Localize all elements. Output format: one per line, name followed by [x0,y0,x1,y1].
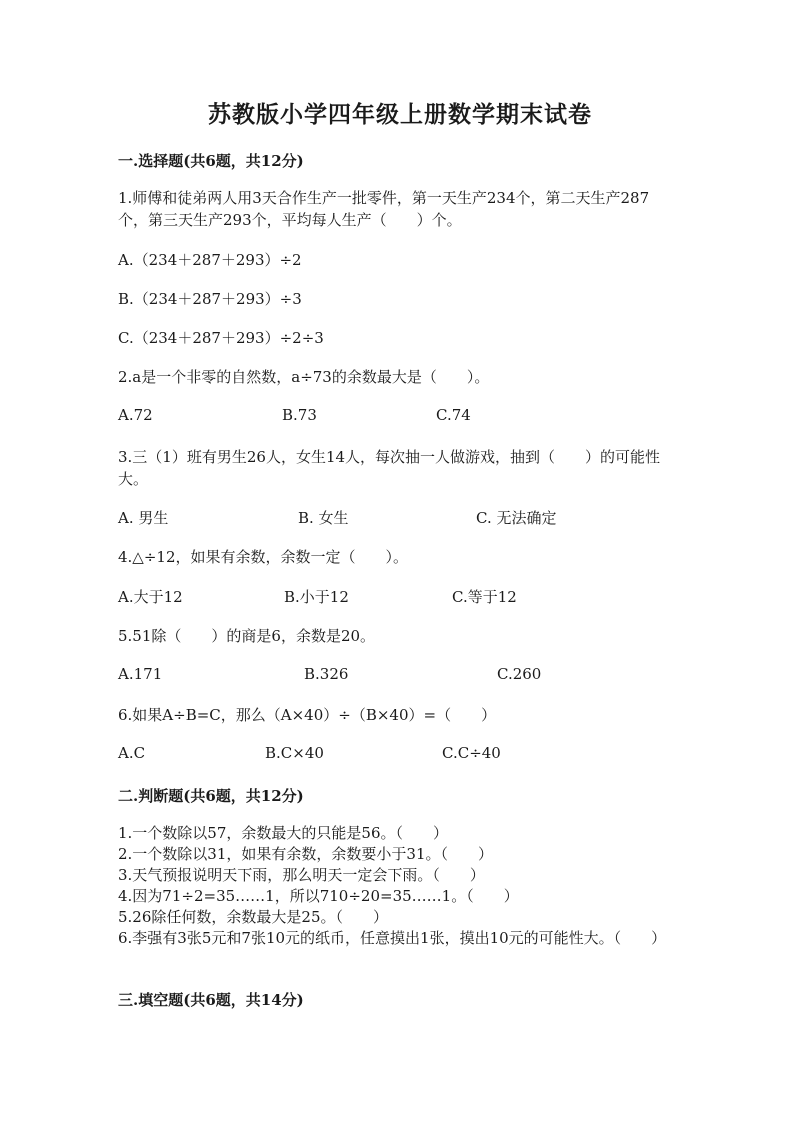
question-2-option-b: B.73 [282,406,317,424]
question-4-option-a: A.大于12 [118,588,183,606]
question-1-option-b: B.（234＋287＋293）÷3 [118,290,302,308]
question-5-stem: 5.51除（ ）的商是6，余数是20。 [118,627,376,645]
question-2-option-a: A.72 [118,406,153,424]
section-heading-judge: 二.判断题(共6题，共12分) [118,787,304,805]
question-1-option-a: A.（234＋287＋293）÷2 [118,251,302,269]
section-heading-fill: 三.填空题(共6题，共14分) [118,991,304,1009]
question-6-stem: 6.如果A÷B=C，那么（A×40）÷（B×40）=（ ） [118,706,497,724]
question-3-option-c: C. 无法确定 [476,509,557,527]
question-2-option-c: C.74 [436,406,471,424]
question-4-option-c: C.等于12 [452,588,517,606]
judge-item-5: 5.26除任何数，余数最大是25。（ ） [118,908,388,926]
question-5-option-b: B.326 [304,665,349,683]
judge-item-2: 2.一个数除以31，如果有余数，余数要小于31。（ ） [118,845,493,863]
section-heading-choice: 一.选择题(共6题，共12分) [118,152,304,170]
judge-item-4: 4.因为71÷2=35……1，所以710÷20=35……1。（ ） [118,887,519,905]
question-6-option-c: C.C÷40 [442,744,501,762]
question-1-stem: 1.师傅和徒弟两人用3天合作生产一批零件，第一天生产234个，第二天生产287个，第三天生产293个，平均每人生产（ ）个。 [118,189,650,229]
question-2-stem: 2.a是一个非零的自然数，a÷73的余数最大是（ ）。 [118,368,490,386]
question-6-option-a: A.C [118,744,146,762]
question-5-option-a: A.171 [118,665,163,683]
question-3-option-b: B. 女生 [298,509,349,527]
judge-item-6: 6.李强有3张5元和7张10元的纸币，任意摸出1张，摸出10元的可能性大。（ ） [118,929,667,947]
page-title: 苏教版小学四年级上册数学期末试卷 [208,101,592,128]
question-3-option-a: A. 男生 [118,509,169,527]
question-1-option-c: C.（234＋287＋293）÷2÷3 [118,329,324,347]
question-3-stem: 3.三（1）班有男生26人，女生14人，每次抽一人做游戏，抽到（ ）的可能性大。 [118,448,661,488]
judge-item-1: 1.一个数除以57，余数最大的只能是56。（ ） [118,824,448,842]
question-4-option-b: B.小于12 [284,588,349,606]
question-5-option-c: C.260 [497,665,542,683]
question-4-stem: 4.△÷12，如果有余数，余数一定（ ）。 [118,548,409,566]
question-6-option-b: B.C×40 [265,744,324,762]
judge-item-3: 3.天气预报说明天下雨，那么明天一定会下雨。（ ） [118,866,485,884]
